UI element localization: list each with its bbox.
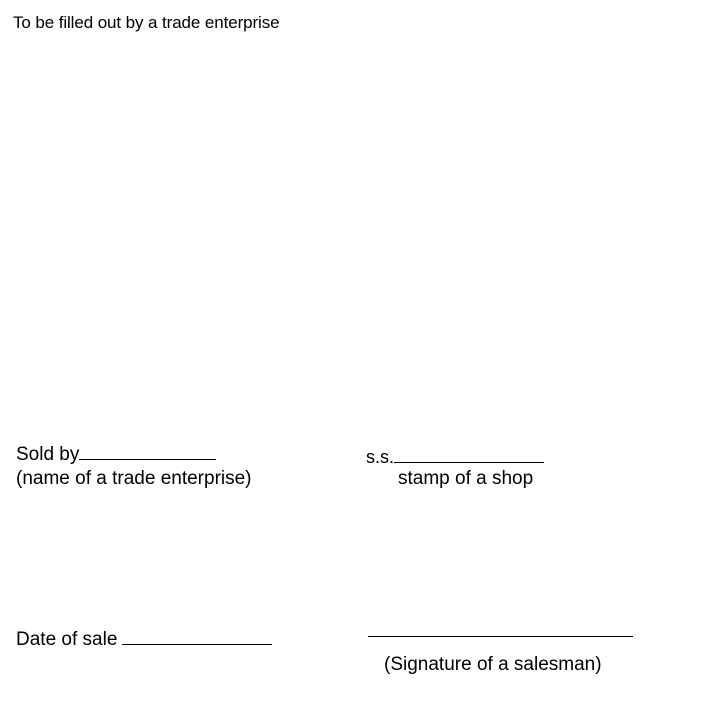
sold-by-label: Sold by xyxy=(16,444,80,465)
stamp-field xyxy=(366,446,544,468)
sold-by-field xyxy=(16,444,216,466)
form-header: To be filled out by a trade enterprise xyxy=(13,13,280,32)
date-of-sale-label: Date of sale xyxy=(16,629,118,650)
sold-by-blank-line[interactable] xyxy=(79,444,216,460)
date-of-sale-field xyxy=(16,629,272,651)
stamp-label: s.s. xyxy=(366,447,395,467)
stamp-blank-line[interactable] xyxy=(394,447,544,463)
trade-enterprise-name-caption: (name of a trade enterprise) xyxy=(16,468,252,489)
stamp-caption: stamp of a shop xyxy=(398,468,534,489)
date-of-sale-blank-line[interactable] xyxy=(122,629,272,645)
signature-blank-line[interactable] xyxy=(368,636,633,637)
signature-caption: (Signature of a salesman) xyxy=(384,654,602,675)
